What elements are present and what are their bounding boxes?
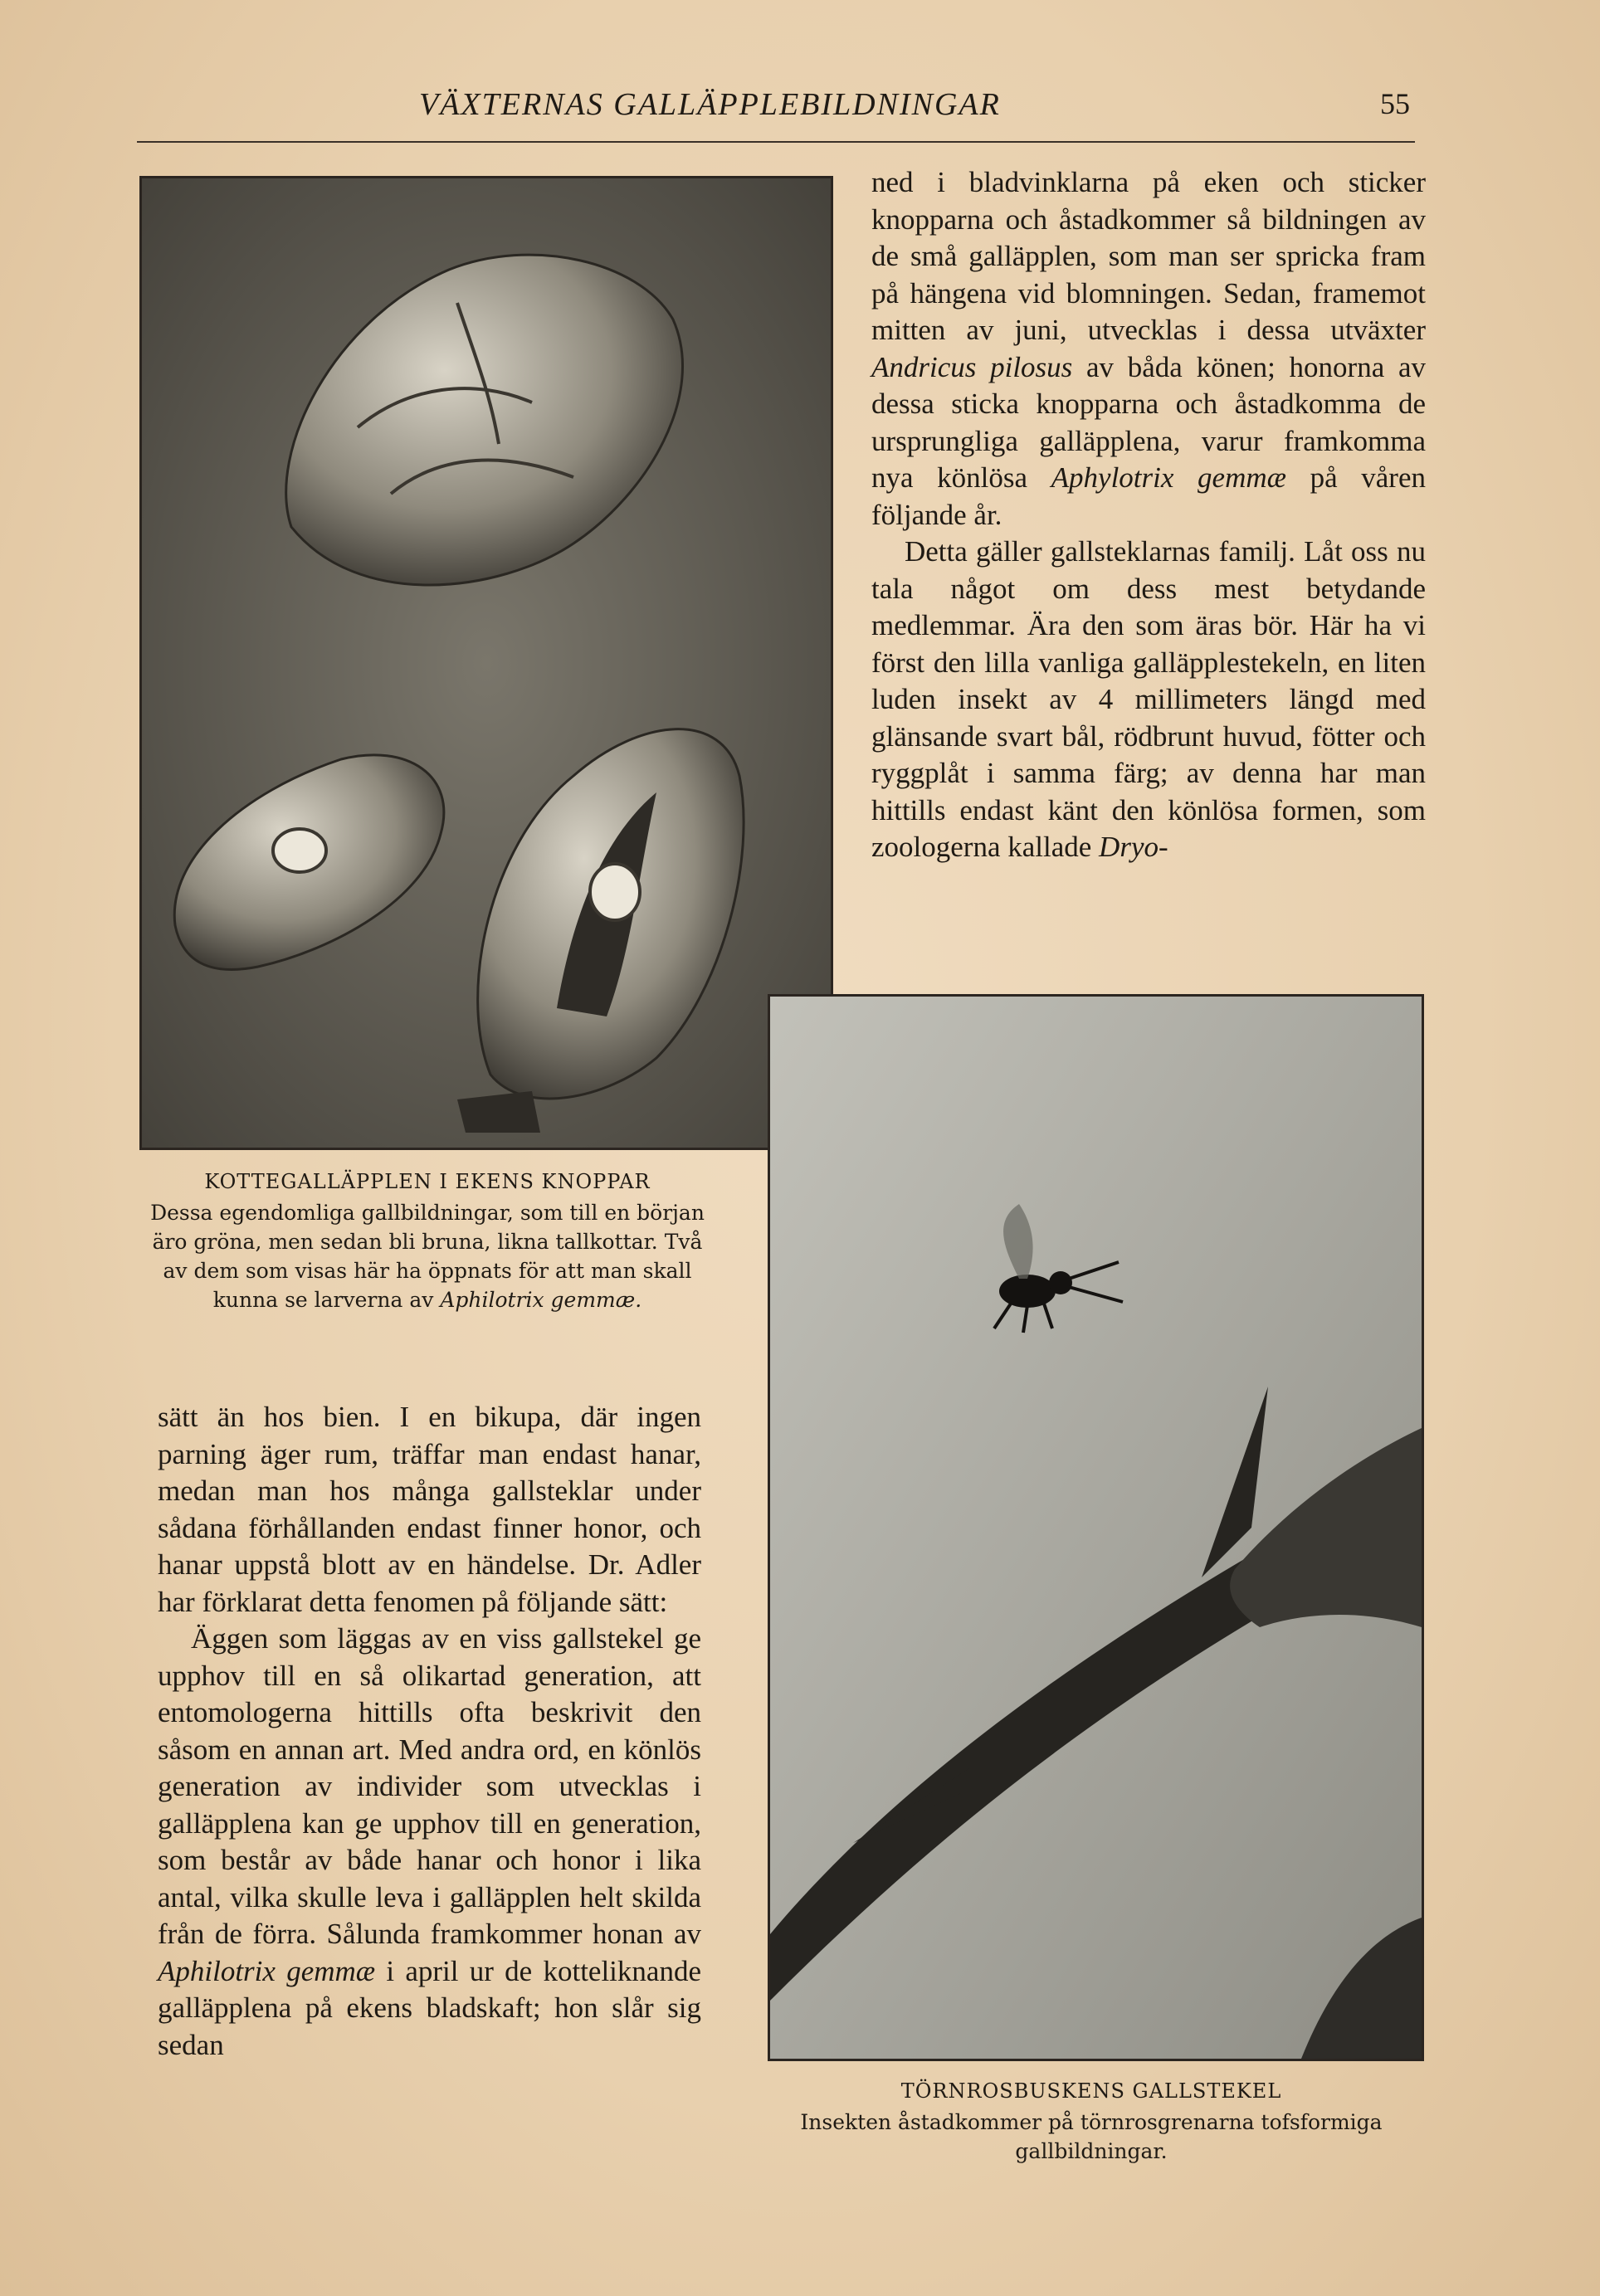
caption-rose-wasp: [743, 2079, 1440, 2166]
text-run: ned i bladvinklarna på eken och sticker knopparna och åstadkommer så bildningen av de små galläpplen, som man ser spricka fram på hängena vid blomningen. Sedan, framemot mitten av juni, utvecklas i dessa utväxter: [871, 166, 1426, 346]
species-name: Aphylotrix gemmæ: [1051, 461, 1286, 494]
paragraph: [871, 534, 1426, 866]
text-run: av båda könen; honorna av dessa sticka knopparna och åstadkomma de ursprungliga galläpplena, varur framkomma nya könlösa: [871, 350, 1426, 494]
paragraph: [871, 164, 1426, 534]
wasp-photo-illustration: [770, 997, 1422, 2059]
gall-photo-illustration: [142, 178, 831, 1148]
text-column-top-right: [871, 164, 1426, 866]
text-run: på våren följande år.: [871, 461, 1426, 531]
page-header: [137, 83, 1415, 143]
running-title: VÄXTERNAS GALLÄPPLEBILDNINGAR: [419, 87, 1001, 122]
text-column-bottom-left: [158, 1399, 701, 2064]
text-run: i april ur de kotteliknande galläpplena på ekens bladskaft; hon slår sig sedan: [158, 1954, 701, 2061]
species-name: Aphilotrix gemmæ.: [440, 1288, 642, 1312]
caption-text: Insekten åstadkommer på törnrosgrenarna tofsformiga gallbildningar.: [800, 2110, 1383, 2163]
caption-title: KOTTEGALLÄPPLEN I EKENS KNOPPAR: [204, 1170, 651, 1193]
paragraph: [158, 1621, 701, 2064]
photo-oak-bud-galls: [139, 176, 833, 1150]
species-name: Aphilotrix gemmæ: [158, 1954, 376, 1987]
caption-text: [145, 1198, 710, 1314]
paragraph: sätt än hos bien. I en bikupa, där ingen parning äger rum, träffar man endast hanar, medan man hos många gallsteklar under sådana förhållanden endast finner honor, och hanar uppstå blott av en händelse. Dr. Adler har förklarat detta fenomen på följande sätt:: [158, 1401, 701, 1618]
photo-rose-gall-wasp: [768, 994, 1424, 2061]
species-name: Andricus pilosus: [871, 350, 1073, 383]
text-run: Detta gäller gallsteklarnas familj. Låt oss nu tala något om dess mest betydande medlemmar. Ära den som äras bör. Här ha vi först den lilla vanliga galläpplestekeln, en liten luden insekt av 4 millimeters längd med glänsande svart bål, rödbrunt huvud, fötter och ryggplåt i samma färg; av denna har man hittills endast känt den könlösa formen, som zoologerna kallade: [871, 535, 1426, 863]
text-run: Äggen som läggas av en viss gallstekel ge upphov till en så olikartad generation, att entomologerna hittills ofta beskrivit den såsom en annan art. Med andra ord, en könlös generation av individer som utvecklas i galläpplena kan ge upphov till en generation, som består av både hanar och honor i lika antal, vilka skulle leva i galläpplen helt skilda från de förra. Sålunda framkommer honan av: [158, 1622, 701, 1950]
caption-oak-galls: [145, 1170, 710, 1314]
caption-title: TÖRNROSBUSKENS GALLSTEKEL: [900, 2079, 1282, 2103]
text-run: Dessa egendomliga gallbildningar, som till en början äro gröna, men sedan bli bruna, likna tallkottar. Två av dem som visas här ha öppnats för att man skall kunna se larverna av: [150, 1201, 705, 1312]
page-number: 55: [1380, 87, 1410, 120]
species-name: Dryo-: [1099, 831, 1168, 863]
